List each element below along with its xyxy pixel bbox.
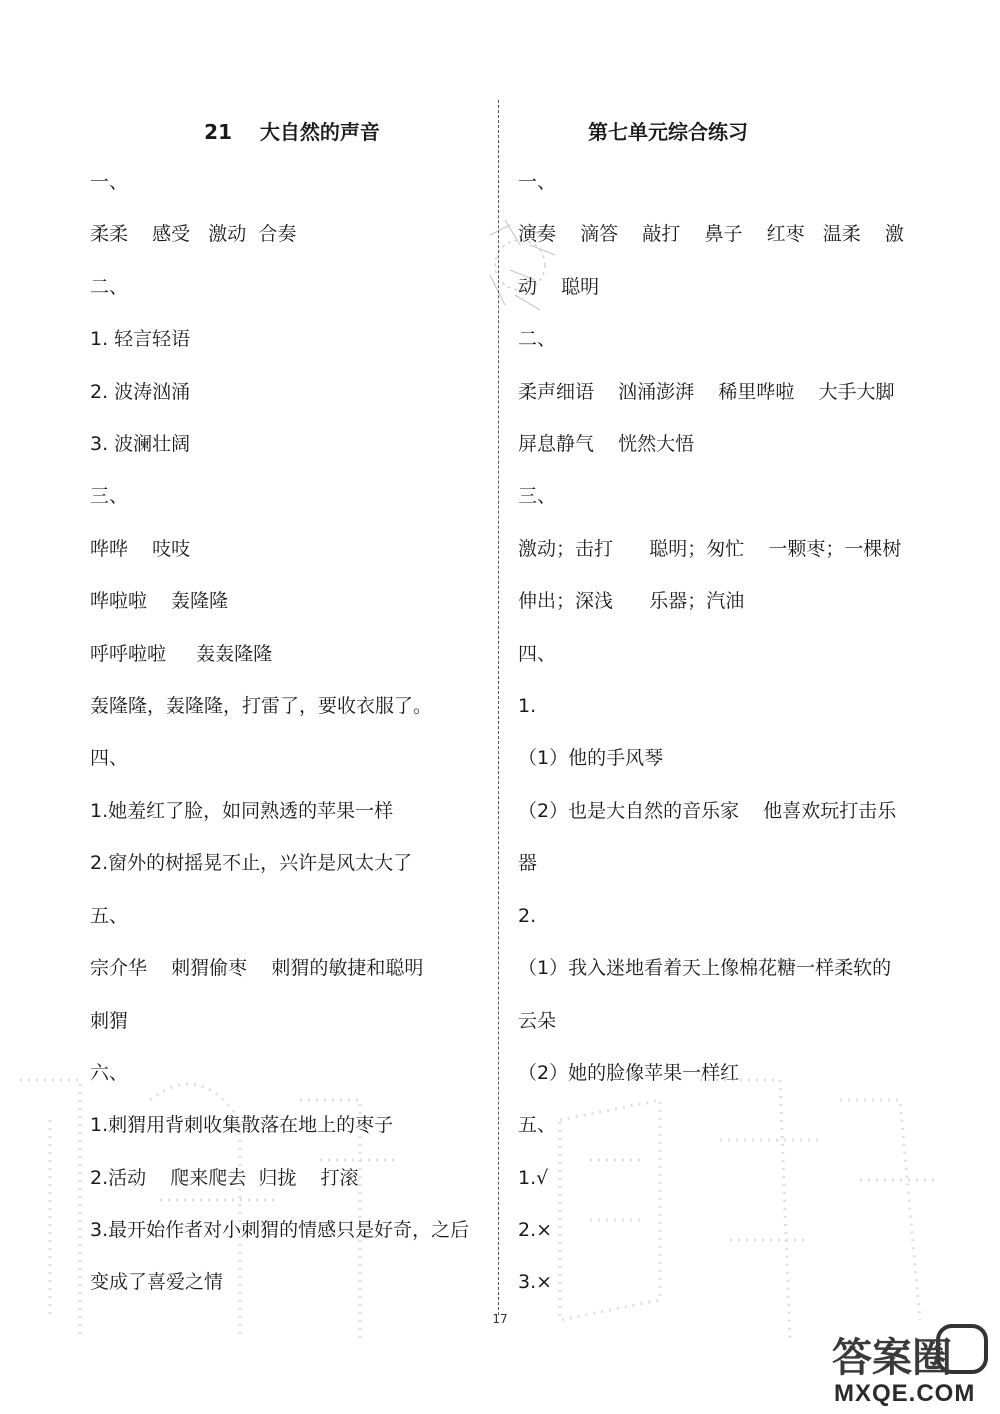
right-line: 2.× bbox=[518, 1219, 553, 1241]
right-line: （1）他的手风琴 bbox=[518, 747, 664, 769]
right-line: （1）我入迷地看着天上像棉花糖一样柔软的 bbox=[518, 957, 892, 979]
left-line: 哗哗 吱吱 bbox=[90, 538, 191, 560]
left-line: 宗介华 刺猬偷枣 刺猬的敏捷和聪明 bbox=[90, 957, 424, 979]
left-line: 2. 波涛汹涌 bbox=[90, 381, 191, 403]
logo-chinese-text: 答案圈 bbox=[832, 1335, 952, 1381]
right-line: （2）也是大自然的音乐家 他喜欢玩打击乐 bbox=[518, 800, 897, 822]
left-line: 柔柔 感受 激动 合奏 bbox=[90, 223, 297, 245]
left-line: 哗啦啦 轰隆隆 bbox=[90, 590, 229, 612]
left-line: 1.她羞红了脸，如同熟透的苹果一样 bbox=[90, 800, 394, 822]
left-line: 变成了喜爱之情 bbox=[90, 1271, 224, 1293]
left-line: 2.活动 爬来爬去 归拢 打滚 bbox=[90, 1167, 359, 1189]
left-line: 轰隆隆，轰隆隆，打雷了，要收衣服了。 bbox=[90, 695, 433, 717]
right-line: 1. bbox=[518, 695, 537, 717]
right-line: 一、 bbox=[518, 171, 557, 193]
logo-url-text: MXQE.COM bbox=[834, 1380, 976, 1407]
left-line: 三、 bbox=[90, 485, 129, 507]
right-line: 激动；击打 聪明；匆忙 一颗枣；一棵树 bbox=[518, 538, 902, 560]
left-line: 2.窗外的树摇晃不止，兴许是风太大了 bbox=[90, 852, 413, 874]
left-title: 21 大自然的声音 bbox=[204, 120, 380, 144]
left-line: 六、 bbox=[90, 1062, 129, 1084]
right-title: 第七单元综合练习 bbox=[588, 120, 748, 144]
right-line: 器 bbox=[518, 852, 538, 874]
right-line: 屏息静气 恍然大悟 bbox=[518, 433, 695, 455]
right-line: 柔声细语 汹涌澎湃 稀里哗啦 大手大脚 bbox=[518, 381, 895, 403]
right-line: 演奏 滴答 敲打 鼻子 红枣 温柔 激 bbox=[518, 223, 904, 245]
right-line: 二、 bbox=[518, 328, 557, 350]
left-line: 1.刺猬用背刺收集散落在地上的枣子 bbox=[90, 1114, 394, 1136]
right-line: 2. bbox=[518, 905, 537, 927]
left-line: 五、 bbox=[90, 905, 129, 927]
right-line: 1.√ bbox=[518, 1167, 549, 1189]
right-line: 云朵 bbox=[518, 1010, 557, 1032]
left-line: 呼呼啦啦 轰轰隆隆 bbox=[90, 643, 273, 665]
right-line: 三、 bbox=[518, 485, 557, 507]
left-line: 四、 bbox=[90, 747, 129, 769]
left-line: 刺猬 bbox=[90, 1010, 129, 1032]
right-line: （2）她的脸像苹果一样红 bbox=[518, 1062, 740, 1084]
right-line: 四、 bbox=[518, 643, 557, 665]
page-number: 17 bbox=[492, 1312, 508, 1326]
right-line: 动 聪明 bbox=[518, 276, 600, 298]
right-line: 3.× bbox=[518, 1271, 553, 1293]
left-line: 二、 bbox=[90, 276, 129, 298]
right-line: 五、 bbox=[518, 1114, 557, 1136]
left-line: 3.最开始作者对小刺猬的情感只是好奇，之后 bbox=[90, 1219, 470, 1241]
column-divider bbox=[498, 100, 499, 1315]
left-line: 1. 轻言轻语 bbox=[90, 328, 191, 350]
left-line: 3. 波澜壮阔 bbox=[90, 433, 191, 455]
right-line: 伸出；深浅 乐器；汽油 bbox=[518, 590, 745, 612]
left-line: 一、 bbox=[90, 171, 129, 193]
